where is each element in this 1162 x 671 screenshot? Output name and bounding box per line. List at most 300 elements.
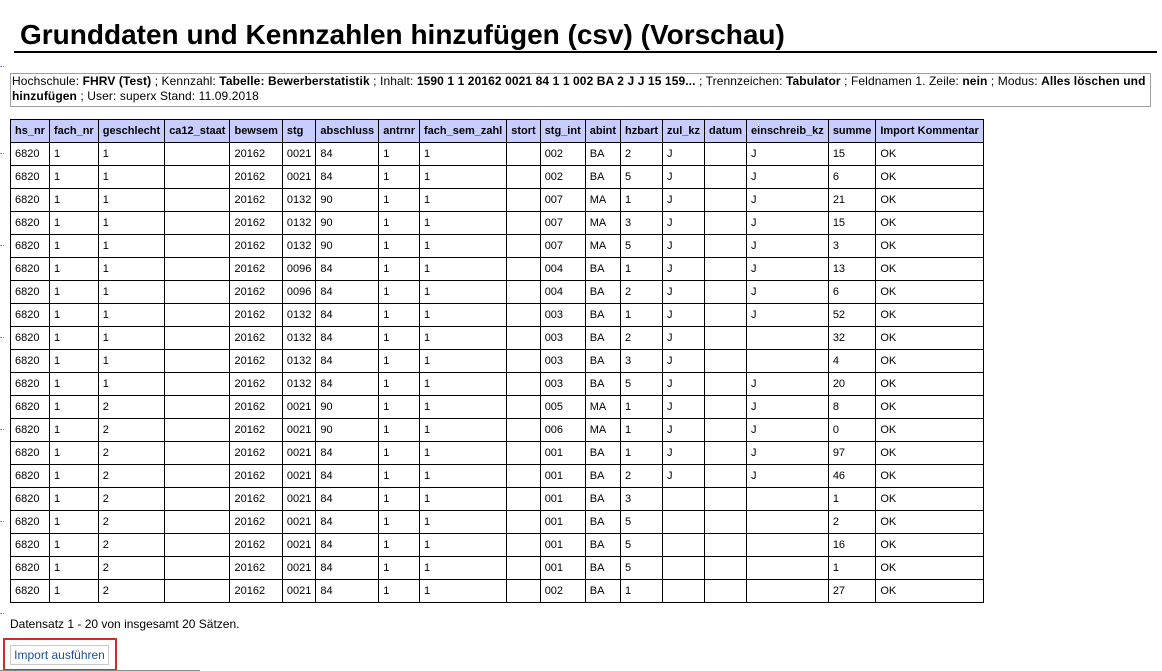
cell-stg-int: 002: [540, 166, 585, 189]
cell-stg-int: 004: [540, 258, 585, 281]
cell-fach-sem-zahl: 1: [419, 396, 506, 419]
cell-einschreib-kz: J: [747, 189, 829, 212]
cell-abschluss: 84: [316, 442, 379, 465]
cell-stg: 0096: [282, 258, 315, 281]
cell-fach-sem-zahl: 1: [419, 166, 506, 189]
column-header-stg: stg: [282, 120, 315, 143]
column-header-zul-kz: zul_kz: [663, 120, 705, 143]
cell-bewsem: 20162: [230, 465, 282, 488]
margin-marker: [0, 337, 4, 338]
cell-import-kommentar: OK: [876, 534, 983, 557]
cell-einschreib-kz: [747, 488, 829, 511]
cell-hzbart: 5: [621, 166, 663, 189]
cell-ca12-staat: [165, 189, 230, 212]
cell-ca12-staat: [165, 258, 230, 281]
cell-abschluss: 84: [316, 534, 379, 557]
cell-zul-kz: J: [663, 419, 705, 442]
table-row: [11, 143, 984, 166]
table-row: [11, 304, 984, 327]
cell-antrnr: 1: [379, 212, 420, 235]
cell-summe: 46: [828, 465, 876, 488]
cell-ca12-staat: [165, 327, 230, 350]
cell-antrnr: 1: [379, 350, 420, 373]
column-header-geschlecht: geschlecht: [98, 120, 164, 143]
cell-datum: [705, 488, 747, 511]
cell-zul-kz: J: [663, 350, 705, 373]
feldnamen-label: ; Feldnamen 1. Zeile:: [844, 74, 959, 88]
cell-datum: [705, 534, 747, 557]
cell-geschlecht: 2: [98, 580, 164, 603]
cell-geschlecht: 1: [98, 327, 164, 350]
import-execute-button[interactable]: Import ausführen: [10, 645, 109, 665]
cell-abint: MA: [585, 212, 620, 235]
cell-ca12-staat: [165, 557, 230, 580]
column-header-fach-nr: fach_nr: [49, 120, 98, 143]
cell-abschluss: 84: [316, 258, 379, 281]
cell-abschluss: 90: [316, 419, 379, 442]
table-header-row: [11, 120, 984, 143]
cell-datum: [705, 212, 747, 235]
cell-abschluss: 84: [316, 143, 379, 166]
cell-fach-sem-zahl: 1: [419, 304, 506, 327]
cell-einschreib-kz: [747, 557, 829, 580]
cell-hzbart: 5: [621, 534, 663, 557]
cell-stg-int: 007: [540, 235, 585, 258]
cell-stort: [507, 534, 540, 557]
cell-geschlecht: 2: [98, 396, 164, 419]
cell-ca12-staat: [165, 143, 230, 166]
cell-stg: 0132: [282, 327, 315, 350]
cell-einschreib-kz: J: [747, 419, 829, 442]
cell-datum: [705, 281, 747, 304]
column-header-stg-int: stg_int: [540, 120, 585, 143]
cell-ca12-staat: [165, 396, 230, 419]
cell-zul-kz: J: [663, 189, 705, 212]
cell-datum: [705, 166, 747, 189]
cell-fach-nr: 1: [49, 304, 98, 327]
cell-abint: BA: [585, 534, 620, 557]
cell-fach-nr: 1: [49, 511, 98, 534]
cell-stort: [507, 465, 540, 488]
cell-antrnr: 1: [379, 557, 420, 580]
column-header-stort: stort: [507, 120, 540, 143]
margin-marker: [0, 429, 4, 430]
cell-summe: 97: [828, 442, 876, 465]
cell-ca12-staat: [165, 304, 230, 327]
cell-fach-nr: 1: [49, 580, 98, 603]
cell-summe: 1: [828, 488, 876, 511]
cell-fach-nr: 1: [49, 189, 98, 212]
column-header-einschreib-kz: einschreib_kz: [747, 120, 829, 143]
cell-fach-sem-zahl: 1: [419, 442, 506, 465]
cell-bewsem: 20162: [230, 488, 282, 511]
cell-ca12-staat: [165, 235, 230, 258]
cell-stg: 0021: [282, 511, 315, 534]
cell-abschluss: 84: [316, 488, 379, 511]
cell-zul-kz: J: [663, 465, 705, 488]
cell-stg-int: 003: [540, 373, 585, 396]
table-row: [11, 212, 984, 235]
cell-stg-int: 003: [540, 327, 585, 350]
cell-bewsem: 20162: [230, 396, 282, 419]
cell-hs-nr: 6820: [11, 373, 50, 396]
cell-bewsem: 20162: [230, 580, 282, 603]
cell-antrnr: 1: [379, 488, 420, 511]
cell-fach-nr: 1: [49, 143, 98, 166]
cell-bewsem: 20162: [230, 442, 282, 465]
table-row: [11, 419, 984, 442]
cell-fach-nr: 1: [49, 442, 98, 465]
cell-fach-nr: 1: [49, 488, 98, 511]
cell-stg: 0096: [282, 281, 315, 304]
cell-geschlecht: 1: [98, 235, 164, 258]
cell-import-kommentar: OK: [876, 557, 983, 580]
cell-geschlecht: 1: [98, 258, 164, 281]
cell-hzbart: 1: [621, 396, 663, 419]
cell-fach-sem-zahl: 1: [419, 488, 506, 511]
cell-geschlecht: 2: [98, 557, 164, 580]
cell-stg-int: 001: [540, 511, 585, 534]
cell-summe: 1: [828, 557, 876, 580]
cell-summe: 0: [828, 419, 876, 442]
cell-stort: [507, 580, 540, 603]
cell-hs-nr: 6820: [11, 396, 50, 419]
cell-einschreib-kz: J: [747, 396, 829, 419]
cell-bewsem: 20162: [230, 419, 282, 442]
cell-zul-kz: J: [663, 304, 705, 327]
cell-abint: MA: [585, 419, 620, 442]
cell-ca12-staat: [165, 350, 230, 373]
cell-fach-nr: 1: [49, 534, 98, 557]
table-row: [11, 373, 984, 396]
cell-geschlecht: 2: [98, 442, 164, 465]
cell-hs-nr: 6820: [11, 166, 50, 189]
cell-geschlecht: 1: [98, 189, 164, 212]
cell-import-kommentar: OK: [876, 419, 983, 442]
cell-ca12-staat: [165, 488, 230, 511]
cell-zul-kz: J: [663, 327, 705, 350]
cell-bewsem: 20162: [230, 189, 282, 212]
cell-stort: [507, 166, 540, 189]
cell-stg-int: 003: [540, 304, 585, 327]
cell-stg: 0021: [282, 534, 315, 557]
cell-stg: 0021: [282, 143, 315, 166]
margin-marker: [0, 245, 4, 246]
cell-import-kommentar: OK: [876, 465, 983, 488]
cell-fach-sem-zahl: 1: [419, 212, 506, 235]
cell-summe: 6: [828, 166, 876, 189]
cell-hzbart: 2: [621, 281, 663, 304]
cell-antrnr: 1: [379, 419, 420, 442]
cell-fach-sem-zahl: 1: [419, 235, 506, 258]
cell-bewsem: 20162: [230, 212, 282, 235]
cell-stg-int: 001: [540, 465, 585, 488]
cell-stg: 0021: [282, 419, 315, 442]
cell-import-kommentar: OK: [876, 396, 983, 419]
table-row: [11, 580, 984, 603]
cell-hs-nr: 6820: [11, 327, 50, 350]
cell-stg-int: 002: [540, 143, 585, 166]
cell-datum: [705, 442, 747, 465]
cell-fach-nr: 1: [49, 350, 98, 373]
cell-stg: 0021: [282, 442, 315, 465]
cell-stort: [507, 281, 540, 304]
trennzeichen-label: ; Trennzeichen:: [698, 74, 783, 88]
table-row: [11, 327, 984, 350]
inhalt-value: 1590 1 1 20162 0021 84 1 1 002 BA 2 J J 15 159...: [416, 74, 696, 88]
cell-fach-nr: 1: [49, 235, 98, 258]
cell-abint: BA: [585, 304, 620, 327]
cell-geschlecht: 1: [98, 212, 164, 235]
cell-bewsem: 20162: [230, 143, 282, 166]
cell-einschreib-kz: J: [747, 465, 829, 488]
kennzahl-label: ; Kennzahl:: [154, 74, 216, 88]
cell-hzbart: 5: [621, 557, 663, 580]
cell-hzbart: 2: [621, 465, 663, 488]
cell-ca12-staat: [165, 281, 230, 304]
cell-hs-nr: 6820: [11, 442, 50, 465]
cell-abschluss: 84: [316, 511, 379, 534]
cell-datum: [705, 396, 747, 419]
table-row: [11, 189, 984, 212]
cell-antrnr: 1: [379, 396, 420, 419]
cell-fach-sem-zahl: 1: [419, 143, 506, 166]
cell-antrnr: 1: [379, 166, 420, 189]
cell-hzbart: 5: [621, 235, 663, 258]
cell-bewsem: 20162: [230, 557, 282, 580]
cell-antrnr: 1: [379, 281, 420, 304]
cell-geschlecht: 1: [98, 373, 164, 396]
cell-datum: [705, 419, 747, 442]
cell-antrnr: 1: [379, 258, 420, 281]
cell-zul-kz: J: [663, 258, 705, 281]
cell-ca12-staat: [165, 166, 230, 189]
table-row: [11, 166, 984, 189]
cell-abint: BA: [585, 488, 620, 511]
column-header-antrnr: antrnr: [379, 120, 420, 143]
cell-einschreib-kz: J: [747, 442, 829, 465]
modus-value: Alles löschen und hinzufügen: [12, 74, 1146, 103]
cell-antrnr: 1: [379, 373, 420, 396]
cell-zul-kz: [663, 511, 705, 534]
cell-antrnr: 1: [379, 534, 420, 557]
cell-fach-nr: 1: [49, 557, 98, 580]
cell-hzbart: 1: [621, 442, 663, 465]
cell-stg: 0021: [282, 557, 315, 580]
cell-ca12-staat: [165, 580, 230, 603]
cell-abint: BA: [585, 511, 620, 534]
cell-antrnr: 1: [379, 304, 420, 327]
cell-summe: 8: [828, 396, 876, 419]
cell-import-kommentar: OK: [876, 281, 983, 304]
cell-abschluss: 84: [316, 304, 379, 327]
cell-import-kommentar: OK: [876, 350, 983, 373]
cell-stg-int: 004: [540, 281, 585, 304]
cell-hs-nr: 6820: [11, 212, 50, 235]
cell-stort: [507, 258, 540, 281]
column-header-fach-sem-zahl: fach_sem_zahl: [419, 120, 506, 143]
cell-stg-int: 003: [540, 350, 585, 373]
cell-stort: [507, 488, 540, 511]
cell-zul-kz: [663, 534, 705, 557]
cell-fach-nr: 1: [49, 465, 98, 488]
cell-abschluss: 84: [316, 281, 379, 304]
cell-import-kommentar: OK: [876, 373, 983, 396]
cell-abschluss: 84: [316, 580, 379, 603]
cell-hs-nr: 6820: [11, 557, 50, 580]
cell-datum: [705, 373, 747, 396]
cell-einschreib-kz: [747, 534, 829, 557]
margin-marker: [0, 613, 4, 614]
cell-abint: BA: [585, 281, 620, 304]
cell-einschreib-kz: J: [747, 235, 829, 258]
cell-einschreib-kz: J: [747, 373, 829, 396]
trennzeichen-value: Tabulator: [785, 74, 841, 88]
cell-hs-nr: 6820: [11, 304, 50, 327]
cell-fach-sem-zahl: 1: [419, 511, 506, 534]
cell-stg: 0132: [282, 304, 315, 327]
cell-bewsem: 20162: [230, 304, 282, 327]
cell-antrnr: 1: [379, 580, 420, 603]
cell-stg: 0132: [282, 189, 315, 212]
cell-import-kommentar: OK: [876, 166, 983, 189]
cell-hs-nr: 6820: [11, 511, 50, 534]
hochschule-label: Hochschule:: [12, 74, 80, 88]
cell-geschlecht: 1: [98, 166, 164, 189]
cell-fach-nr: 1: [49, 373, 98, 396]
cell-zul-kz: [663, 580, 705, 603]
cell-fach-sem-zahl: 1: [419, 281, 506, 304]
cell-fach-nr: 1: [49, 396, 98, 419]
cell-ca12-staat: [165, 419, 230, 442]
cell-fach-sem-zahl: 1: [419, 534, 506, 557]
cell-fach-sem-zahl: 1: [419, 189, 506, 212]
cell-hs-nr: 6820: [11, 258, 50, 281]
table-row: [11, 534, 984, 557]
cell-abint: BA: [585, 442, 620, 465]
cell-zul-kz: [663, 488, 705, 511]
table-row: [11, 465, 984, 488]
cell-summe: 20: [828, 373, 876, 396]
cell-stort: [507, 511, 540, 534]
cell-zul-kz: J: [663, 396, 705, 419]
cell-fach-sem-zahl: 1: [419, 373, 506, 396]
cell-hzbart: 2: [621, 327, 663, 350]
cell-stg: 0132: [282, 350, 315, 373]
column-header-hs-nr: hs_nr: [11, 120, 50, 143]
cell-stg: 0021: [282, 465, 315, 488]
user-info: ; User: superx: [80, 89, 157, 103]
margin-marker: [0, 521, 4, 522]
cell-hs-nr: 6820: [11, 465, 50, 488]
cell-summe: 6: [828, 281, 876, 304]
cell-ca12-staat: [165, 212, 230, 235]
cell-import-kommentar: OK: [876, 442, 983, 465]
table-row: [11, 281, 984, 304]
cell-stort: [507, 396, 540, 419]
cell-geschlecht: 2: [98, 419, 164, 442]
cell-fach-nr: 1: [49, 419, 98, 442]
cell-stg-int: 001: [540, 442, 585, 465]
cell-fach-sem-zahl: 1: [419, 557, 506, 580]
feldnamen-value: nein: [962, 74, 988, 88]
cell-hzbart: 5: [621, 511, 663, 534]
cell-abschluss: 84: [316, 327, 379, 350]
cell-antrnr: 1: [379, 442, 420, 465]
cell-stort: [507, 304, 540, 327]
cell-abint: BA: [585, 465, 620, 488]
cell-hzbart: 1: [621, 580, 663, 603]
cell-abint: BA: [585, 327, 620, 350]
cell-fach-nr: 1: [49, 327, 98, 350]
cell-summe: 2: [828, 511, 876, 534]
cell-stort: [507, 327, 540, 350]
modus-label: ; Modus:: [990, 74, 1038, 88]
cell-stg-int: 001: [540, 488, 585, 511]
cell-antrnr: 1: [379, 189, 420, 212]
cell-fach-sem-zahl: 1: [419, 327, 506, 350]
cell-summe: 4: [828, 350, 876, 373]
cell-ca12-staat: [165, 511, 230, 534]
cell-hzbart: 1: [621, 258, 663, 281]
preview-table: [10, 119, 984, 603]
cell-abint: BA: [585, 557, 620, 580]
cell-abint: BA: [585, 580, 620, 603]
cell-abint: BA: [585, 373, 620, 396]
cell-geschlecht: 1: [98, 143, 164, 166]
column-header-hzbart: hzbart: [621, 120, 663, 143]
cell-stg: 0021: [282, 166, 315, 189]
cell-stg: 0021: [282, 488, 315, 511]
cell-ca12-staat: [165, 373, 230, 396]
cell-bewsem: 20162: [230, 373, 282, 396]
record-count-info: Datensatz 1 - 20 von insgesamt 20 Sätzen.: [10, 617, 240, 631]
cell-hs-nr: 6820: [11, 189, 50, 212]
cell-antrnr: 1: [379, 327, 420, 350]
margin-marker: [0, 66, 4, 67]
cell-hs-nr: 6820: [11, 350, 50, 373]
cell-bewsem: 20162: [230, 281, 282, 304]
hochschule-value: FHRV (Test): [82, 74, 152, 88]
cell-zul-kz: [663, 557, 705, 580]
cell-fach-sem-zahl: 1: [419, 580, 506, 603]
cell-datum: [705, 143, 747, 166]
column-header-import-kommentar: Import Kommentar: [876, 120, 983, 143]
cell-geschlecht: 1: [98, 281, 164, 304]
cell-bewsem: 20162: [230, 511, 282, 534]
cell-zul-kz: J: [663, 373, 705, 396]
cell-abschluss: 90: [316, 212, 379, 235]
cell-abschluss: 90: [316, 235, 379, 258]
cell-stort: [507, 442, 540, 465]
cell-abschluss: 84: [316, 350, 379, 373]
cell-abint: BA: [585, 258, 620, 281]
cell-import-kommentar: OK: [876, 143, 983, 166]
cell-import-kommentar: OK: [876, 258, 983, 281]
cell-geschlecht: 2: [98, 511, 164, 534]
cell-stort: [507, 212, 540, 235]
table-row: [11, 235, 984, 258]
cell-datum: [705, 235, 747, 258]
cell-datum: [705, 580, 747, 603]
cell-import-kommentar: OK: [876, 212, 983, 235]
cell-hzbart: 3: [621, 350, 663, 373]
cell-geschlecht: 1: [98, 350, 164, 373]
cell-fach-sem-zahl: 1: [419, 350, 506, 373]
margin-marker: [0, 153, 4, 154]
cell-geschlecht: 1: [98, 304, 164, 327]
cell-datum: [705, 327, 747, 350]
